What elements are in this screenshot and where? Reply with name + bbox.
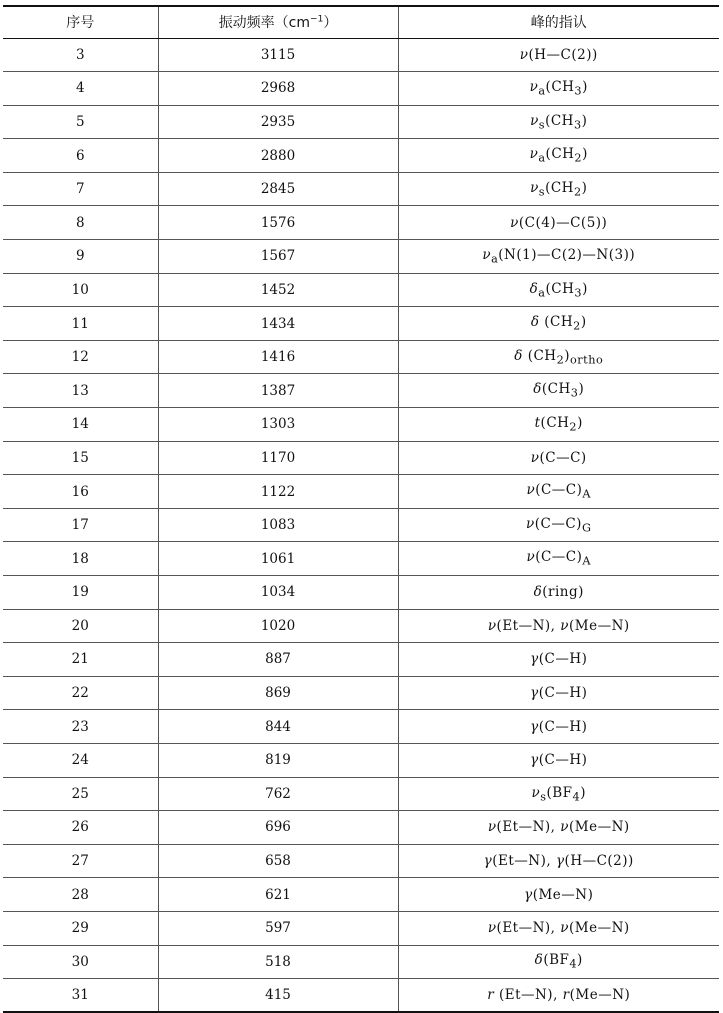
cell-assignment: γ(Et—N), γ(H—C(2)) [398,844,719,878]
cell-frequency: 696 [158,811,398,845]
header-frequency [158,6,398,38]
cell-assignment: $\nu(C—C)_A$ [398,542,719,576]
header-frequency-unit-exponent: −1 [310,14,324,25]
cell-assignment: $\nu_s(CH_2)$ [398,172,719,206]
cell-index: 13 [3,374,158,408]
cell-index: 5 [3,105,158,139]
cell-frequency: 518 [158,945,398,979]
cell-frequency: 597 [158,911,398,945]
cell-index: 24 [3,743,158,777]
table-row [3,508,719,542]
cell-frequency: 1122 [158,475,398,509]
cell-assignment: γ(Me—N) [398,878,719,912]
cell-assignment: $\nu_s(BF_4)$ [398,777,719,811]
cell-frequency: 2845 [158,172,398,206]
table-row [3,844,719,878]
cell-index: 3 [3,38,158,72]
table-row [3,979,719,1013]
cell-assignment: γ(C—H) [398,676,719,710]
table-row [3,273,719,307]
cell-index: 14 [3,408,158,442]
cell-frequency: 3115 [158,38,398,72]
cell-index: 4 [3,72,158,106]
cell-assignment: r (Et—N), r(Me—N) [398,979,719,1013]
cell-index: 8 [3,206,158,240]
cell-assignment: δ $(CH_2)_{ortho}$ [398,340,719,374]
cell-frequency: 844 [158,710,398,744]
cell-assignment: ν(C—C) [398,441,719,475]
cell-frequency: 1576 [158,206,398,240]
cell-index: 20 [3,609,158,643]
header-assignment: 峰的指认 [398,6,719,38]
table-row [3,811,719,845]
cell-frequency: 621 [158,878,398,912]
cell-assignment: $\nu_a(N(1)—C(2)—N(3))$ [398,240,719,274]
cell-frequency: 887 [158,643,398,677]
cell-assignment: ν(Et—N), ν(Me—N) [398,911,719,945]
cell-index: 11 [3,307,158,341]
table-row [3,475,719,509]
header-frequency-close: ） [323,15,338,32]
cell-index: 23 [3,710,158,744]
cell-index: 12 [3,340,158,374]
cell-index: 9 [3,240,158,274]
cell-assignment: ν(C(4)—C(5)) [398,206,719,240]
cell-assignment: ν(Et—N), ν(Me—N) [398,609,719,643]
table-row [3,609,719,643]
cell-frequency: 1020 [158,609,398,643]
table-row [3,105,719,139]
table-row [3,676,719,710]
table-row [3,240,719,274]
cell-frequency: 1170 [158,441,398,475]
cell-assignment: γ(C—H) [398,743,719,777]
table-row [3,743,719,777]
table-row [3,172,719,206]
cell-assignment: $\nu(C—C)_A$ [398,475,719,509]
cell-index: 26 [3,811,158,845]
cell-frequency: 2880 [158,139,398,173]
table-row [3,38,719,72]
cell-frequency: 1303 [158,408,398,442]
table-header-row [3,6,719,38]
cell-assignment: $\nu_a(CH_2)$ [398,139,719,173]
table-row [3,307,719,341]
table-row [3,576,719,610]
cell-assignment: $\delta(BF_4)$ [398,945,719,979]
cell-assignment: $\nu_a(CH_3)$ [398,72,719,106]
cell-frequency: 658 [158,844,398,878]
table-row [3,139,719,173]
table-row [3,340,719,374]
cell-assignment: $\delta_a(CH_3)$ [398,273,719,307]
cell-index: 21 [3,643,158,677]
cell-assignment: δ(ring) [398,576,719,610]
cell-index: 19 [3,576,158,610]
cell-assignment: δ $(CH_2)$ [398,307,719,341]
vibration-assignment-table [3,5,719,1013]
cell-frequency: 1387 [158,374,398,408]
table-row [3,374,719,408]
cell-frequency: 1416 [158,340,398,374]
cell-assignment: $\delta(CH_3)$ [398,374,719,408]
cell-index: 25 [3,777,158,811]
table-row [3,878,719,912]
cell-assignment: γ(C—H) [398,710,719,744]
cell-assignment: $\nu_s(CH_3)$ [398,105,719,139]
cell-frequency: 2968 [158,72,398,106]
table-row [3,72,719,106]
cell-frequency: 415 [158,979,398,1013]
cell-frequency: 1061 [158,542,398,576]
cell-frequency: 1083 [158,508,398,542]
cell-index: 29 [3,911,158,945]
cell-frequency: 1034 [158,576,398,610]
cell-assignment: ν(H—C(2)) [398,38,719,72]
header-index: 序号 [3,6,158,38]
cell-assignment: ν(Et—N), ν(Me—N) [398,811,719,845]
cell-assignment: γ(C—H) [398,643,719,677]
cell-index: 16 [3,475,158,509]
table-row [3,542,719,576]
cell-frequency: 1452 [158,273,398,307]
cell-assignment: $t(CH_2)$ [398,408,719,442]
table-row [3,643,719,677]
cell-index: 7 [3,172,158,206]
cell-frequency: 869 [158,676,398,710]
table-row [3,911,719,945]
cell-index: 28 [3,878,158,912]
table-row [3,441,719,475]
vibration-table-container [3,5,719,1013]
table-row [3,710,719,744]
table-row [3,777,719,811]
table-body [3,38,719,1012]
cell-frequency: 1567 [158,240,398,274]
cell-frequency: 2935 [158,105,398,139]
cell-index: 17 [3,508,158,542]
cell-index: 18 [3,542,158,576]
cell-index: 31 [3,979,158,1013]
cell-index: 27 [3,844,158,878]
table-row [3,945,719,979]
cell-index: 15 [3,441,158,475]
cell-assignment: $\nu(C—C)_G$ [398,508,719,542]
cell-index: 22 [3,676,158,710]
cell-frequency: 1434 [158,307,398,341]
header-frequency-label: 振动频率（cm [218,15,311,32]
cell-index: 10 [3,273,158,307]
table-row [3,408,719,442]
cell-index: 30 [3,945,158,979]
cell-frequency: 762 [158,777,398,811]
cell-frequency: 819 [158,743,398,777]
cell-index: 6 [3,139,158,173]
table-row [3,206,719,240]
